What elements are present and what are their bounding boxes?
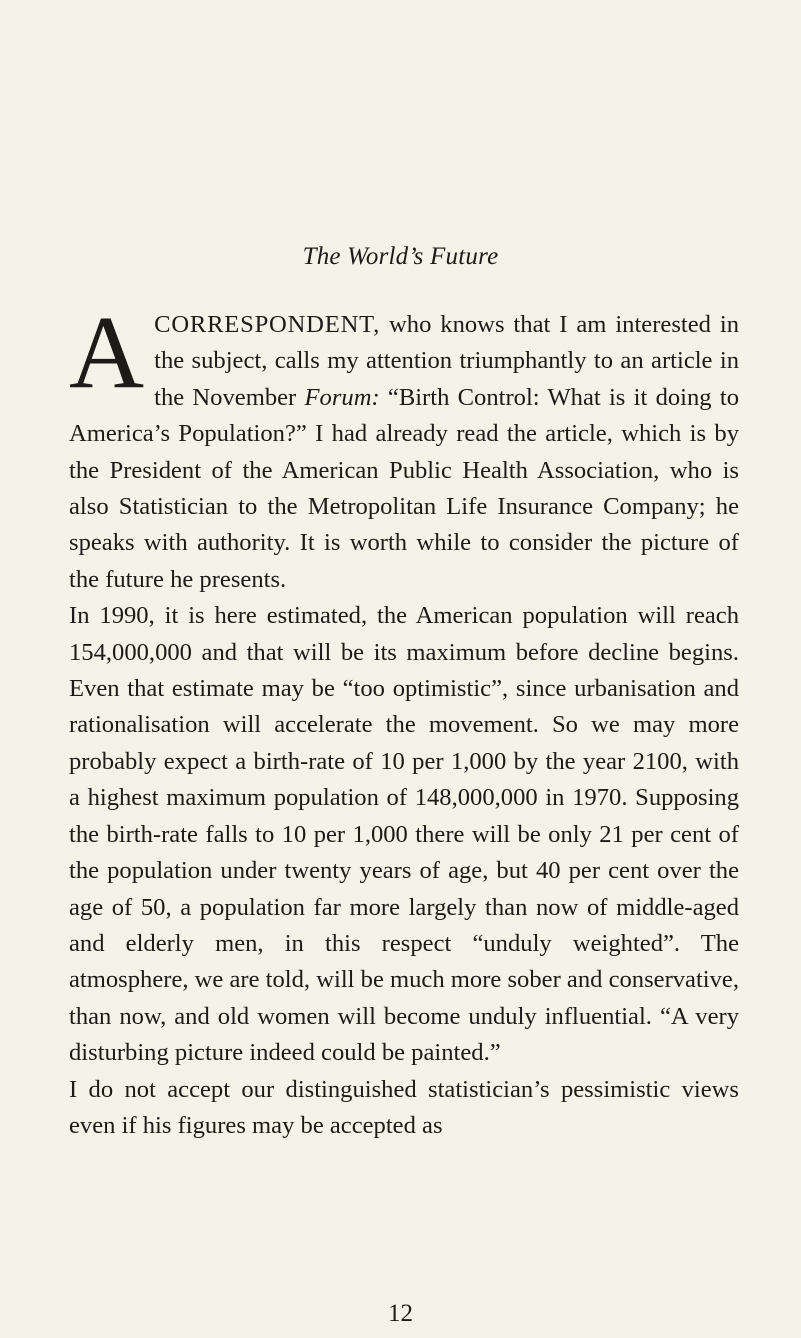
drop-cap: A xyxy=(69,295,145,410)
body-text xyxy=(69,295,739,1144)
paragraph-1 xyxy=(69,295,739,598)
lead-caps: CORRESPONDENT, xyxy=(154,311,381,338)
page-number: 12 xyxy=(388,1300,413,1327)
forum-italic: Forum: xyxy=(304,383,380,411)
running-head: The World’s Future xyxy=(302,243,499,270)
paragraph-1-text-after-italic: “Birth Control: What is it doing to America’s Population?” I had already read the article, which is by the President of the American Public Health Association, who is also Statistician to the Metropolitan Life Insurance Company; he speaks with authority. It is worth while to consider the picture of the future he presents. xyxy=(69,383,739,593)
paragraph-2: In 1990, it is here estimated, the American population will reach 154,000,000 and that will be its maximum before decline begins. Even that estimate may be “too optimistic”, since urbanisation and rationalisation will accelerate the movement. So we may more probably expect a birth-rate of 10 per 1,000 by the year 2100, with a highest maximum population of 148,000,000 in 1970. Supposing the birth-rate falls to 10 per 1,000 there will be only 21 per cent of the population under twenty years of age, but 40 per cent over the age of 50, a population far more largely than now of middle-aged and elderly men, in this respect “unduly weighted”. The atmosphere, we are told, will be much more sober and conservative, than now, and old women will become unduly influential. “A very disturbing picture indeed could be painted.” xyxy=(69,602,739,1067)
paragraph-3: I do not accept our distinguished statistician’s pessimistic views even if his figures may be accepted as xyxy=(69,1075,739,1139)
paragraph-1-text-before-italic: who knows that I am interested in the subject, calls my attention triumphantly to an article in the November xyxy=(154,311,739,411)
